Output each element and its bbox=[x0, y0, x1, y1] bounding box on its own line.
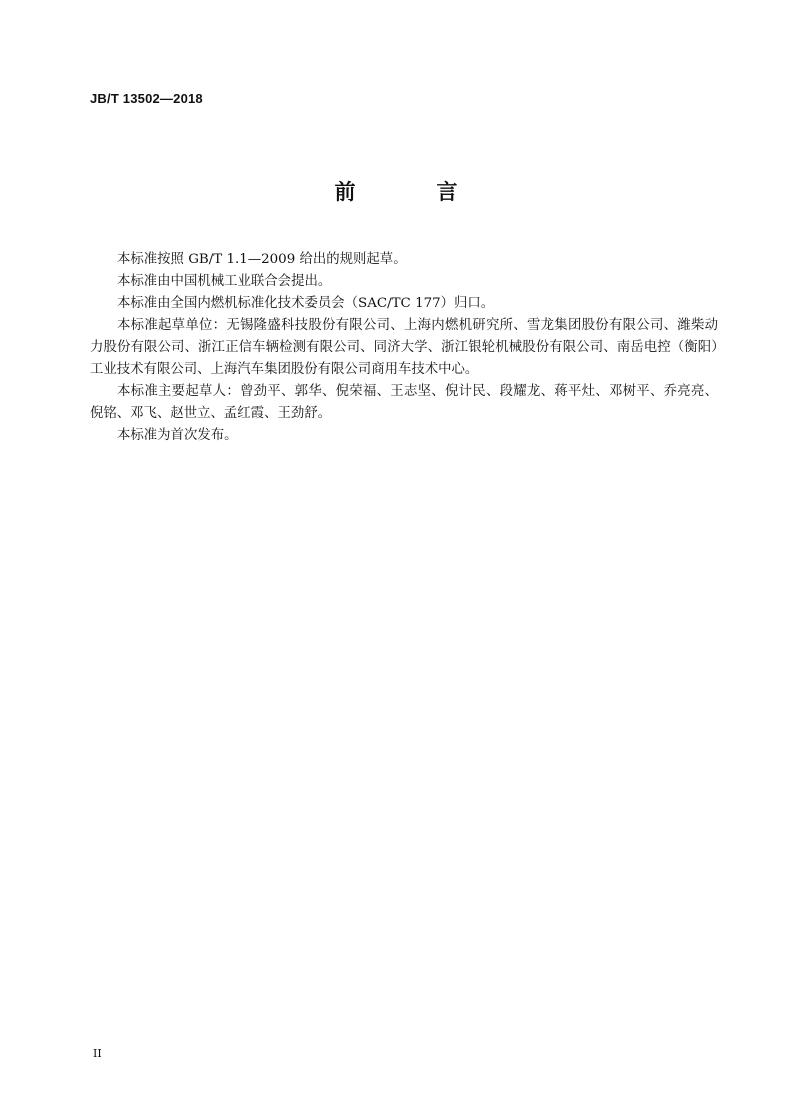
standard-code: JB/T 13502—2018 bbox=[90, 91, 203, 106]
paragraph-drafting-rules: 本标准按照 GB/T 1.1—2009 给出的规则起草。 bbox=[117, 252, 407, 267]
page-title: 前 言 bbox=[334, 180, 488, 204]
paragraph-committee: 本标准由全国内燃机标准化技术委员会（SAC/TC 177）归口。 bbox=[117, 296, 495, 311]
page-number: II bbox=[93, 1047, 102, 1060]
foreword-body bbox=[90, 249, 718, 447]
paragraph-proposer: 本标准由中国机械工业联合会提出。 bbox=[117, 274, 332, 289]
paragraph-drafting-units: 本标准起草单位：无锡隆盛科技股份有限公司、上海内燃机研究所、雪龙集团股份有限公司、潍柴动力股份有限公司、浙江正信车辆检测有限公司、同济大学、浙江银轮机械股份有限公司、南岳电控（衡阳）工业技术有限公司、上海汽车集团股份有限公司商用车技术中心。 bbox=[90, 318, 718, 377]
paragraph-drafters: 本标准主要起草人：曾劲平、郭华、倪荣福、王志坚、倪计民、段耀龙、蒋平灶、邓树平、乔亮亮、倪铭、邓飞、赵世立、孟红霞、王劲舒。 bbox=[90, 384, 718, 421]
paragraph-first-release: 本标准为首次发布。 bbox=[117, 428, 238, 443]
